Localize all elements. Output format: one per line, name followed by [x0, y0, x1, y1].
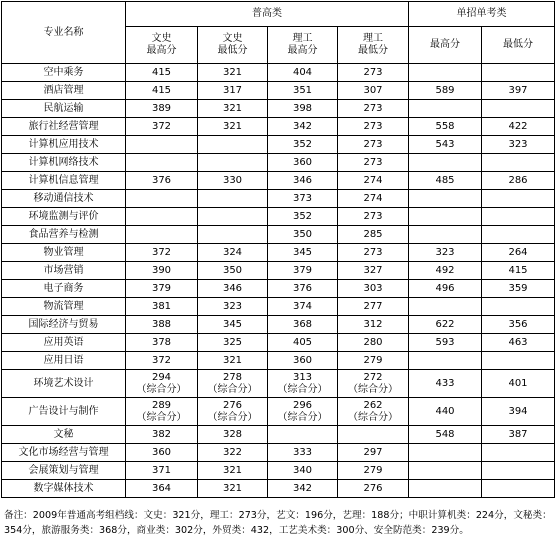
- cell-ligong-max: 374: [268, 298, 338, 316]
- header-single-min: 最低分: [482, 27, 555, 64]
- table-row: [2, 172, 555, 190]
- cell-ligong-max: 398: [268, 100, 338, 118]
- cell-major: 计算机信息管理: [2, 172, 126, 190]
- header-ligong-min: 理工 最低分: [338, 27, 409, 64]
- cell-ligong-min: 327: [338, 262, 409, 280]
- cell-major: 环境艺术设计: [2, 370, 126, 398]
- cell-wenshi-max: [126, 208, 198, 226]
- cell-wenshi-min: 321: [198, 480, 268, 498]
- cell-single-max: 323: [409, 244, 482, 262]
- cell-single-max: [409, 462, 482, 480]
- cell-single-min: [482, 462, 555, 480]
- cell-wenshi-max: 415: [126, 64, 198, 82]
- cell-ligong-min: 273: [338, 154, 409, 172]
- header-major: 专业名称: [2, 2, 126, 64]
- cell-major: 空中乘务: [2, 64, 126, 82]
- cell-ligong-min: 280: [338, 334, 409, 352]
- cell-single-min: [482, 190, 555, 208]
- table-row: [2, 398, 555, 426]
- table-row: [2, 262, 555, 280]
- cell-ligong-min: 303: [338, 280, 409, 298]
- cell-ligong-min: 273: [338, 64, 409, 82]
- cell-ligong-min: 279: [338, 352, 409, 370]
- cell-ligong-max: 350: [268, 226, 338, 244]
- cell-wenshi-min: 276 （综合分）: [198, 398, 268, 426]
- cell-wenshi-min: 323: [198, 298, 268, 316]
- cell-wenshi-min: 345: [198, 316, 268, 334]
- cell-wenshi-max: 372: [126, 118, 198, 136]
- cell-ligong-max: 368: [268, 316, 338, 334]
- cell-wenshi-max: 289 （综合分）: [126, 398, 198, 426]
- cell-ligong-max: 352: [268, 208, 338, 226]
- header-wenshi-max: 文史 最高分: [126, 27, 198, 64]
- cell-ligong-max: 313 （综合分）: [268, 370, 338, 398]
- cell-major: 物业管理: [2, 244, 126, 262]
- score-table: [1, 1, 555, 498]
- cell-single-min: 415: [482, 262, 555, 280]
- cell-wenshi-min: 321: [198, 352, 268, 370]
- cell-wenshi-max: [126, 190, 198, 208]
- table-row: [2, 154, 555, 172]
- cell-single-min: [482, 64, 555, 82]
- cell-single-max: [409, 154, 482, 172]
- cell-ligong-max: 296 （综合分）: [268, 398, 338, 426]
- cell-wenshi-max: 371: [126, 462, 198, 480]
- cell-wenshi-max: 381: [126, 298, 198, 316]
- cell-wenshi-max: [126, 154, 198, 172]
- cell-ligong-max: 345: [268, 244, 338, 262]
- cell-major: 计算机应用技术: [2, 136, 126, 154]
- cell-ligong-min: 274: [338, 172, 409, 190]
- cell-ligong-min: 273: [338, 136, 409, 154]
- cell-single-min: [482, 154, 555, 172]
- cell-ligong-max: [268, 426, 338, 444]
- table-row: [2, 190, 555, 208]
- cell-wenshi-min: [198, 190, 268, 208]
- cell-wenshi-min: 346: [198, 280, 268, 298]
- cell-ligong-max: 360: [268, 352, 338, 370]
- cell-single-min: [482, 208, 555, 226]
- cell-major: 数字媒体技术: [2, 480, 126, 498]
- cell-ligong-max: 351: [268, 82, 338, 100]
- cell-ligong-max: 373: [268, 190, 338, 208]
- cell-major: 会展策划与管理: [2, 462, 126, 480]
- cell-wenshi-max: 382: [126, 426, 198, 444]
- cell-wenshi-min: [198, 154, 268, 172]
- cell-single-max: 622: [409, 316, 482, 334]
- cell-ligong-min: 273: [338, 208, 409, 226]
- cell-single-max: [409, 226, 482, 244]
- header-wenshi-min: 文史 最低分: [198, 27, 268, 64]
- cell-ligong-min: 274: [338, 190, 409, 208]
- table-row: [2, 444, 555, 462]
- cell-major: 文秘: [2, 426, 126, 444]
- cell-single-min: [482, 352, 555, 370]
- cell-wenshi-min: 321: [198, 462, 268, 480]
- cell-ligong-max: 404: [268, 64, 338, 82]
- cell-ligong-max: 379: [268, 262, 338, 280]
- cell-single-min: [482, 480, 555, 498]
- table-row: [2, 316, 555, 334]
- cell-single-min: [482, 298, 555, 316]
- cell-wenshi-min: [198, 136, 268, 154]
- cell-ligong-min: 285: [338, 226, 409, 244]
- cell-wenshi-max: 364: [126, 480, 198, 498]
- table-row: [2, 298, 555, 316]
- cell-ligong-min: 276: [338, 480, 409, 498]
- cell-single-max: [409, 480, 482, 498]
- table-row: [2, 136, 555, 154]
- cell-ligong-min: 262 （综合分）: [338, 398, 409, 426]
- cell-single-min: 356: [482, 316, 555, 334]
- cell-wenshi-min: 324: [198, 244, 268, 262]
- cell-major: 环境监测与评价: [2, 208, 126, 226]
- table-row: [2, 226, 555, 244]
- cell-wenshi-min: 321: [198, 100, 268, 118]
- cell-wenshi-min: 278 （综合分）: [198, 370, 268, 398]
- cell-major: 酒店管理: [2, 82, 126, 100]
- cell-single-min: [482, 100, 555, 118]
- cell-major: 应用英语: [2, 334, 126, 352]
- cell-single-min: 387: [482, 426, 555, 444]
- cell-wenshi-max: 388: [126, 316, 198, 334]
- cell-wenshi-max: 379: [126, 280, 198, 298]
- cell-ligong-min: 277: [338, 298, 409, 316]
- table-row: [2, 334, 555, 352]
- cell-wenshi-min: 317: [198, 82, 268, 100]
- table-row: [2, 64, 555, 82]
- cell-single-max: [409, 190, 482, 208]
- cell-single-min: 359: [482, 280, 555, 298]
- cell-single-max: 593: [409, 334, 482, 352]
- cell-single-max: [409, 100, 482, 118]
- table-row: [2, 208, 555, 226]
- cell-wenshi-max: 372: [126, 352, 198, 370]
- cell-ligong-min: 273: [338, 100, 409, 118]
- cell-major: 计算机网络技术: [2, 154, 126, 172]
- cell-single-max: [409, 64, 482, 82]
- cell-major: 移动通信技术: [2, 190, 126, 208]
- cell-wenshi-min: [198, 226, 268, 244]
- table-body: [2, 64, 555, 498]
- cell-wenshi-max: 294 （综合分）: [126, 370, 198, 398]
- table-row: [2, 352, 555, 370]
- cell-single-min: 264: [482, 244, 555, 262]
- cell-single-max: 433: [409, 370, 482, 398]
- table-row: [2, 462, 555, 480]
- cell-wenshi-max: 390: [126, 262, 198, 280]
- cell-single-max: [409, 298, 482, 316]
- cell-wenshi-min: 321: [198, 118, 268, 136]
- cell-ligong-max: 346: [268, 172, 338, 190]
- cell-ligong-min: 307: [338, 82, 409, 100]
- table-row: [2, 82, 555, 100]
- cell-major: 民航运输: [2, 100, 126, 118]
- cell-wenshi-max: 376: [126, 172, 198, 190]
- cell-ligong-max: 342: [268, 480, 338, 498]
- cell-wenshi-max: [126, 136, 198, 154]
- cell-major: 物流管理: [2, 298, 126, 316]
- header-ligong-max: 理工 最高分: [268, 27, 338, 64]
- cell-single-max: 548: [409, 426, 482, 444]
- cell-single-max: [409, 444, 482, 462]
- cell-ligong-max: 333: [268, 444, 338, 462]
- cell-ligong-min: [338, 426, 409, 444]
- cell-ligong-min: 273: [338, 118, 409, 136]
- cell-major: 文化市场经营与管理: [2, 444, 126, 462]
- cell-single-max: 543: [409, 136, 482, 154]
- cell-single-min: 463: [482, 334, 555, 352]
- cell-wenshi-max: 415: [126, 82, 198, 100]
- cell-wenshi-min: 330: [198, 172, 268, 190]
- cell-single-min: [482, 226, 555, 244]
- cell-single-min: 401: [482, 370, 555, 398]
- cell-single-max: 492: [409, 262, 482, 280]
- cell-single-max: [409, 208, 482, 226]
- cell-single-max: 558: [409, 118, 482, 136]
- cell-ligong-max: 352: [268, 136, 338, 154]
- cell-single-min: 422: [482, 118, 555, 136]
- table-row: [2, 100, 555, 118]
- cell-single-max: 485: [409, 172, 482, 190]
- cell-single-max: 440: [409, 398, 482, 426]
- cell-major: 旅行社经营管理: [2, 118, 126, 136]
- cell-wenshi-min: 321: [198, 64, 268, 82]
- footnote: 备注：2009年普通高考组档线：文史：321分，理工：273分，艺文：196分，艺理：188分；中职计算机类：224分，文秘类：354分，旅游服务类：368分，商业类：302分，外贸类：432，工艺美术类：300分、安全防范类：239分。: [4, 510, 552, 536]
- cell-ligong-min: 297: [338, 444, 409, 462]
- cell-wenshi-max: 378: [126, 334, 198, 352]
- header-general-group: 普高类: [126, 2, 409, 27]
- cell-major: 国际经济与贸易: [2, 316, 126, 334]
- cell-single-max: 589: [409, 82, 482, 100]
- cell-single-min: 286: [482, 172, 555, 190]
- cell-single-min: [482, 444, 555, 462]
- cell-major: 应用日语: [2, 352, 126, 370]
- cell-wenshi-max: 360: [126, 444, 198, 462]
- cell-single-min: 394: [482, 398, 555, 426]
- header-single-group: 单招单考类: [409, 2, 555, 27]
- cell-major: 食品营养与检测: [2, 226, 126, 244]
- cell-single-min: 397: [482, 82, 555, 100]
- cell-single-min: 323: [482, 136, 555, 154]
- cell-wenshi-max: [126, 226, 198, 244]
- cell-ligong-min: 279: [338, 462, 409, 480]
- cell-ligong-max: 360: [268, 154, 338, 172]
- cell-wenshi-min: 325: [198, 334, 268, 352]
- cell-ligong-min: 273: [338, 244, 409, 262]
- cell-ligong-max: 376: [268, 280, 338, 298]
- header-single-max: 最高分: [409, 27, 482, 64]
- cell-ligong-min: 312: [338, 316, 409, 334]
- table-row: [2, 244, 555, 262]
- table-row: [2, 480, 555, 498]
- cell-wenshi-min: 350: [198, 262, 268, 280]
- cell-ligong-min: 272 （综合分）: [338, 370, 409, 398]
- cell-ligong-max: 340: [268, 462, 338, 480]
- cell-single-max: 496: [409, 280, 482, 298]
- table-row: [2, 426, 555, 444]
- cell-wenshi-max: 372: [126, 244, 198, 262]
- cell-wenshi-max: 389: [126, 100, 198, 118]
- cell-wenshi-min: 322: [198, 444, 268, 462]
- cell-wenshi-min: 328: [198, 426, 268, 444]
- cell-major: 广告设计与制作: [2, 398, 126, 426]
- cell-major: 电子商务: [2, 280, 126, 298]
- table-row: [2, 280, 555, 298]
- cell-wenshi-min: [198, 208, 268, 226]
- table-row: [2, 118, 555, 136]
- cell-major: 市场营销: [2, 262, 126, 280]
- cell-ligong-max: 405: [268, 334, 338, 352]
- cell-ligong-max: 342: [268, 118, 338, 136]
- cell-single-max: [409, 352, 482, 370]
- table-row: [2, 370, 555, 398]
